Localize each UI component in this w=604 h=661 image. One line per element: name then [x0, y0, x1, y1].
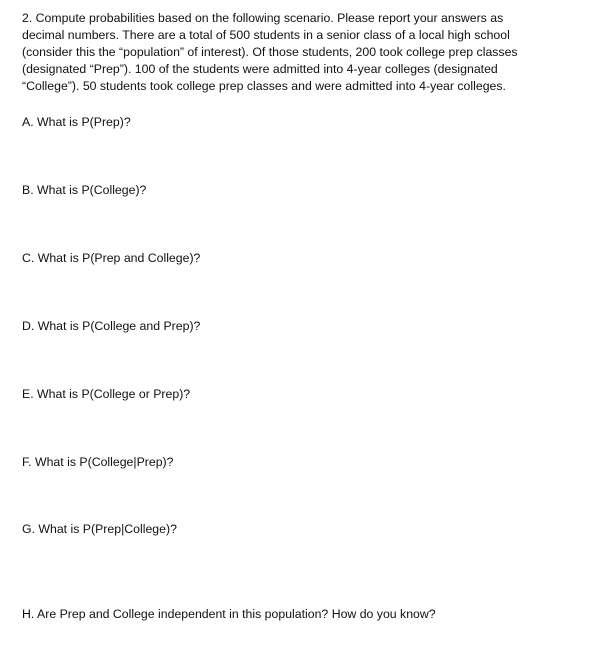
problem-statement-line: decimal numbers. There are a total of 500 students in a senior class of a local high school: [22, 28, 510, 42]
problem-statement-line: 2. Compute probabilities based on the following scenario. Please report your answers as: [22, 11, 504, 25]
question-h: H. Are Prep and College independent in this population? How do you know?: [22, 607, 436, 621]
question-c: C. What is P(Prep and College)?: [22, 251, 201, 265]
problem-statement-line: “College”). 50 students took college prep classes and were admitted into 4-year colleges.: [22, 79, 506, 93]
question-b: B. What is P(College)?: [22, 183, 147, 197]
question-d: D. What is P(College and Prep)?: [22, 319, 201, 333]
problem-statement-line: (consider this the “population” of interest). Of those students, 200 took college prep classes: [22, 45, 518, 59]
problem-statement-line: (designated “Prep”). 100 of the students were admitted into 4-year colleges (designated: [22, 62, 498, 76]
question-f: F. What is P(College|Prep)?: [22, 455, 174, 469]
question-a: A. What is P(Prep)?: [22, 115, 131, 129]
question-g: G. What is P(Prep|College)?: [22, 522, 177, 536]
question-e: E. What is P(College or Prep)?: [22, 387, 191, 401]
problem-statement: [22, 10, 592, 95]
